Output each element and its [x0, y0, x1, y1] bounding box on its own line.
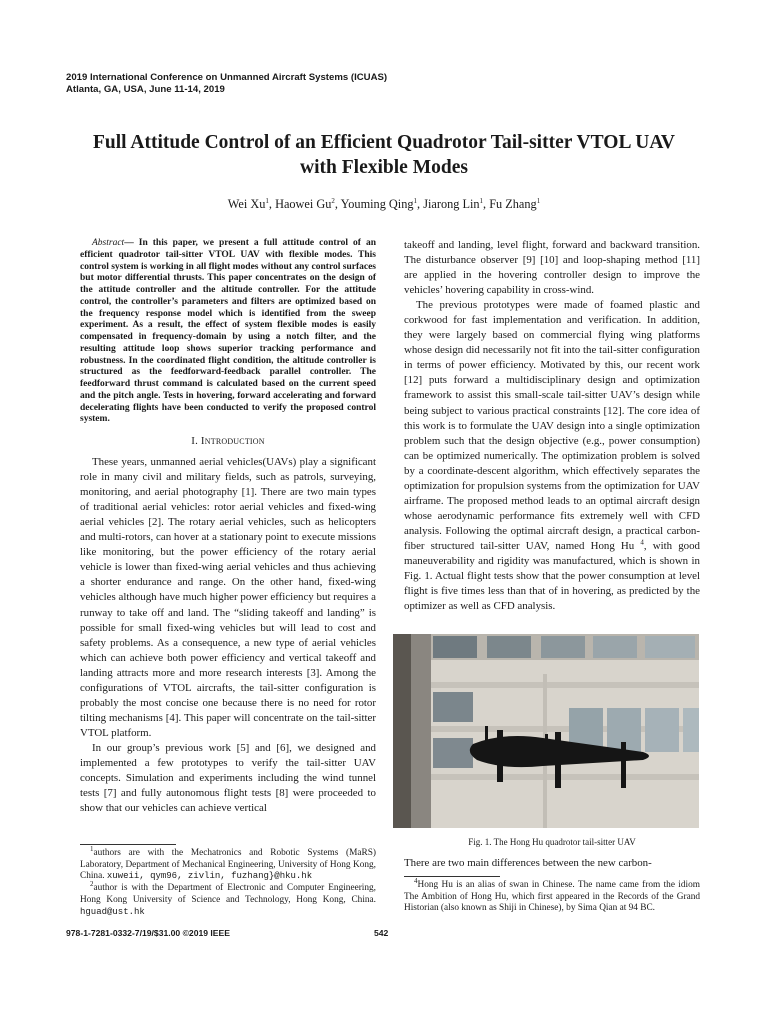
section-heading-introduction: I. Introduction: [191, 435, 265, 447]
page-number: 542: [374, 928, 389, 938]
footnote-rule-right: [404, 876, 500, 877]
footnote-rule: [80, 844, 176, 845]
author: Wei Xu$^1$: [227, 196, 269, 211]
footnote-2-email: hguad@ust.hk: [80, 906, 145, 917]
footnote-2: $^2$author is with the Department of Electronic and Computer Engineering, Hong Kong University of Science and Technology, Hong Kong, China. hguad@ust.hk: [80, 880, 376, 917]
paper-title: [40, 130, 728, 180]
author: Youming Qing$^1$: [340, 196, 418, 211]
left-column: [80, 238, 376, 816]
abstract: Abstract— In this paper, we present a full attitude control of an efficient quadrotor tail-sitter VTOL UAV with flexible modes. This control system is working in all flight modes without any control surfaces but motor differential thrusts. This paper concentrates on the design of the attitude controller and the altitude controller. For the attitude control, the controller’s parameters and filters are optimized based on the frequency response model which is identified from the sweep experiment. As a result, the effect of system flexible modes is easily compensated in frequency-domain by using a notch filter, and the resulting attitude loop shows superior tracking performance and robustness. In the coordinated flight condition, the altitude controller is structured as the feedforward-feedback parallel controller. The feedforward thrust command is calculated based on the current speed and the pitch angle. Tests in hovering, forward accelerating and forward decelerating flights have been conducted to verify the proposed control system.: [80, 238, 377, 425]
footnote-1-email: xuweii, qym96, zivlin, fuzhang}@hku.hk: [106, 871, 313, 882]
conference-line-2: Atlanta, GA, USA, June 11-14, 2019: [66, 84, 225, 95]
footnote-1: $^1$authors are with the Mechatronics and Robotic Systems (MaRS) Laboratory, Department of Mechanical Engineering, University of Hong Kong, China. xuweii, qym96, zivlin, fuzhang}@hku.hk: [80, 844, 376, 882]
title-line-1: Full Attitude Control of an Efficient Quadrotor Tail-sitter VTOL UAV: [93, 132, 675, 153]
author: Jiarong Lin$^1$: [423, 196, 484, 211]
figure-caption: Fig. 1. The Hong Hu quadrotor tail-sitter UAV: [468, 837, 636, 847]
footnotes-left: [80, 844, 376, 918]
conference-line-1: 2019 International Conference on Unmanned Aircraft Systems (ICUAS): [66, 72, 388, 83]
author: Haowei Gu$^2$: [275, 196, 335, 211]
uav-photo-figure: [393, 634, 699, 828]
intro-paragraph-5: There are two main differences between the new carbon-: [404, 857, 652, 869]
uav-photo: [393, 634, 699, 828]
conference-header: [66, 72, 387, 96]
footnote-4: $^4$Hong Hu is an alias of swan in Chinese. The name came from the idiom The Ambition of Hong Hu, which first appeared in the Records of the Grand Historian (also known as Shiji in Chinese), by Sima Qian at 94 BC.: [404, 876, 700, 914]
isbn-copyright: 978-1-7281-0332-7/19/$31.00 ©2019 IEEE: [66, 928, 231, 938]
intro-paragraph-3: takeoff and landing, level flight, forward and backward transition. The disturbance observer [9] [10] and loop-shaping method [11] are applied in the hovering controller design to improve the vehicles’ hovering capability in cross-wind.: [404, 239, 700, 297]
abstract-text: In this paper, we present a full attitude control of an efficient quadrotor tail-sitter VTOL UAV with flexible modes. This control system is working in all flight modes without any control surfaces but motor differential thrusts. This paper concentrates on the design of the attitude controller and the altitude controller. For the attitude control, the controller’s parameters and filters are optimized based on the frequency response model which is identified from the sweep experiment. As a result, the effect of system flexible modes is easily compensated in frequency-domain by using a notch filter, and the resulting attitude loop shows superior tracking performance and robustness. In the coordinated flight condition, the altitude controller is structured as the feedforward-feedback parallel controller. The feedforward thrust command is calculated based on the current speed and the pitch angle. Tests in hovering, forward accelerating and forward decelerating flights have been conducted to verify the proposed control system.: [80, 238, 377, 425]
intro-paragraph-4: The previous prototypes were made of foamed plastic and corkwood for fast implementation and verification. In addition, they were largely based on commercial flying wing platforms whose design did necessarily not fit into the tail-sitter configuration in terms of power efficiency. Motivated by this, our recent work [12] puts forward a multidisciplinary design and optimization framework to assist this small-scale tail-sitter UAV’s design while being subject to various practical constraints [12]. The core idea of this work is to formulate the UAV design into a single optimization problem such that the design objective (e.g., power consumption) can be optimized numerically. The optimization problem is solved by a coordinate-descent algorithm, which effectively separates the optimization for propulsion systems from the optimization for UAV airframe. The proposed method leads to an optimal aircraft design whose aerodynamic performance fits extremely well with CFD analysis. Following the optimal aircraft design, a practical carbon-fiber structured tail-sitter UAV, named Hong Hu $^4$, with good maneuverability and rigidity was manufactured, which is shown in Fig. 1. Actual flight tests show that the power consumption at level flight is five times less than that of in hovering, as predicted by the optimizer as well as CFD analysis.: [404, 299, 700, 613]
intro-paragraph-1: These years, unmanned aerial vehicles(UAVs) play a significant role in many civil and military fields, such as patrols, surveying, monitoring, and aerial photography [1]. There are two main types of traditional aerial vehicles: rotor aerial vehicles and fixed-wing aerial vehicles [2]. The rotary aerial vehicles, such as helicopters and multi-rotors, can hover at a stationary point to execute missions like monitoring, but the power efficiency of the rotary aerial vehicle is lower than fixed-wing aerial vehicles and thus achieving a shorter endurance and range. On the other hand, fixed-wing vehicles although have much higher power efficiency but requires a runway to take off and land. The “sliding takeoff and landing” is possible for small fixed-wing vehicles but will lead to cost and safety problems. As a consequence, a new type of aerial vehicles which can achieve both power efficiency and vertical takeoff and landing attracts more and more research interests [3]. Among the configurations of VTOL aircrafts, the tail-sitter configuration is probably the most concise one because there is no need for rotor tilting mechanisms [4]. This paper will concentrate on the tail-sitter VTOL platform.: [80, 456, 376, 739]
author: Fu Zhang$^1$: [489, 196, 541, 211]
title-line-2: with Flexible Modes: [300, 157, 468, 178]
abstract-label: Abstract: [92, 238, 125, 248]
author-list: Wei Xu$^1$, Haowei Gu$^2$, Youming Qing$^1$, Jiarong Lin$^1$, Fu Zhang$^1$: [227, 196, 541, 211]
right-column: [404, 238, 700, 614]
intro-paragraph-2: In our group’s previous work [5] and [6], we designed and implemented a few prototypes to verify the tail-sitter UAV concepts. Simulation and experiments including the wind tunnel tests [7] and fully autonomous flight tests [8] were proceeded to show that our vehicles can achieve vertical: [80, 741, 376, 815]
